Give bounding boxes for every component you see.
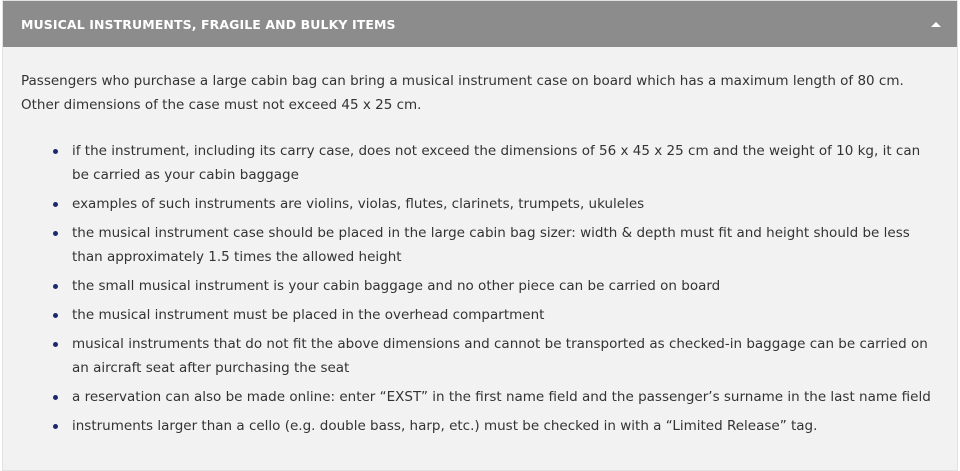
list-item-text: musical instruments that do not fit the above dimensions and cannot be transported as checked-in baggage can be carried on an aircraft seat after purchasing the seat [72,336,928,376]
list-item [51,221,939,269]
accordion-header[interactable] [3,1,957,47]
list-item-text: instruments larger than a cello (e.g. double bass, harp, etc.) must be checked in with a “Limited Release” tag. [72,418,818,434]
accordion-panel [2,0,958,471]
bullet-icon [53,424,58,429]
bullet-icon [53,202,58,207]
accordion-body [3,47,957,438]
bullet-icon [53,395,58,400]
bullet-icon [53,313,58,318]
list-item [51,303,939,327]
caret-up-icon[interactable] [931,22,941,27]
bullet-icon [53,231,58,236]
list-item [51,414,939,438]
list-item-text: if the instrument, including its carry case, does not exceed the dimensions of 56 x 45 x 25 cm and the weight of 10 kg, it can be carried as your cabin baggage [72,143,921,183]
list-item [51,385,939,409]
bullet-icon [53,284,58,289]
list-item-text: a reservation can also be made online: enter “EXST” in the first name field and the passenger’s surname in the last name field [72,389,931,405]
list-item [51,192,939,216]
intro-paragraph: Passengers who purchase a large cabin bag can bring a musical instrument case on board which has a maximum length of 80 cm. Other dimensions of the case must not exceed 45 x 25 cm. [21,73,904,113]
list-item-text: the small musical instrument is your cabin baggage and no other piece can be carried on board [72,278,721,294]
bullet-icon [53,342,58,347]
list-item-text: examples of such instruments are violins, violas, flutes, clarinets, trumpets, ukuleles [72,196,645,212]
bullet-list [21,139,939,438]
list-item [51,139,939,187]
accordion-title: MUSICAL INSTRUMENTS, FRAGILE AND BULKY ITEMS [21,16,396,32]
list-item [51,332,939,380]
list-item [51,274,939,298]
list-item-text: the musical instrument case should be placed in the large cabin bag sizer: width & depth must fit and height should be less than approximately 1.5 times the allowed height [72,225,910,265]
bullet-icon [53,149,58,154]
list-item-text: the musical instrument must be placed in the overhead compartment [72,307,545,323]
